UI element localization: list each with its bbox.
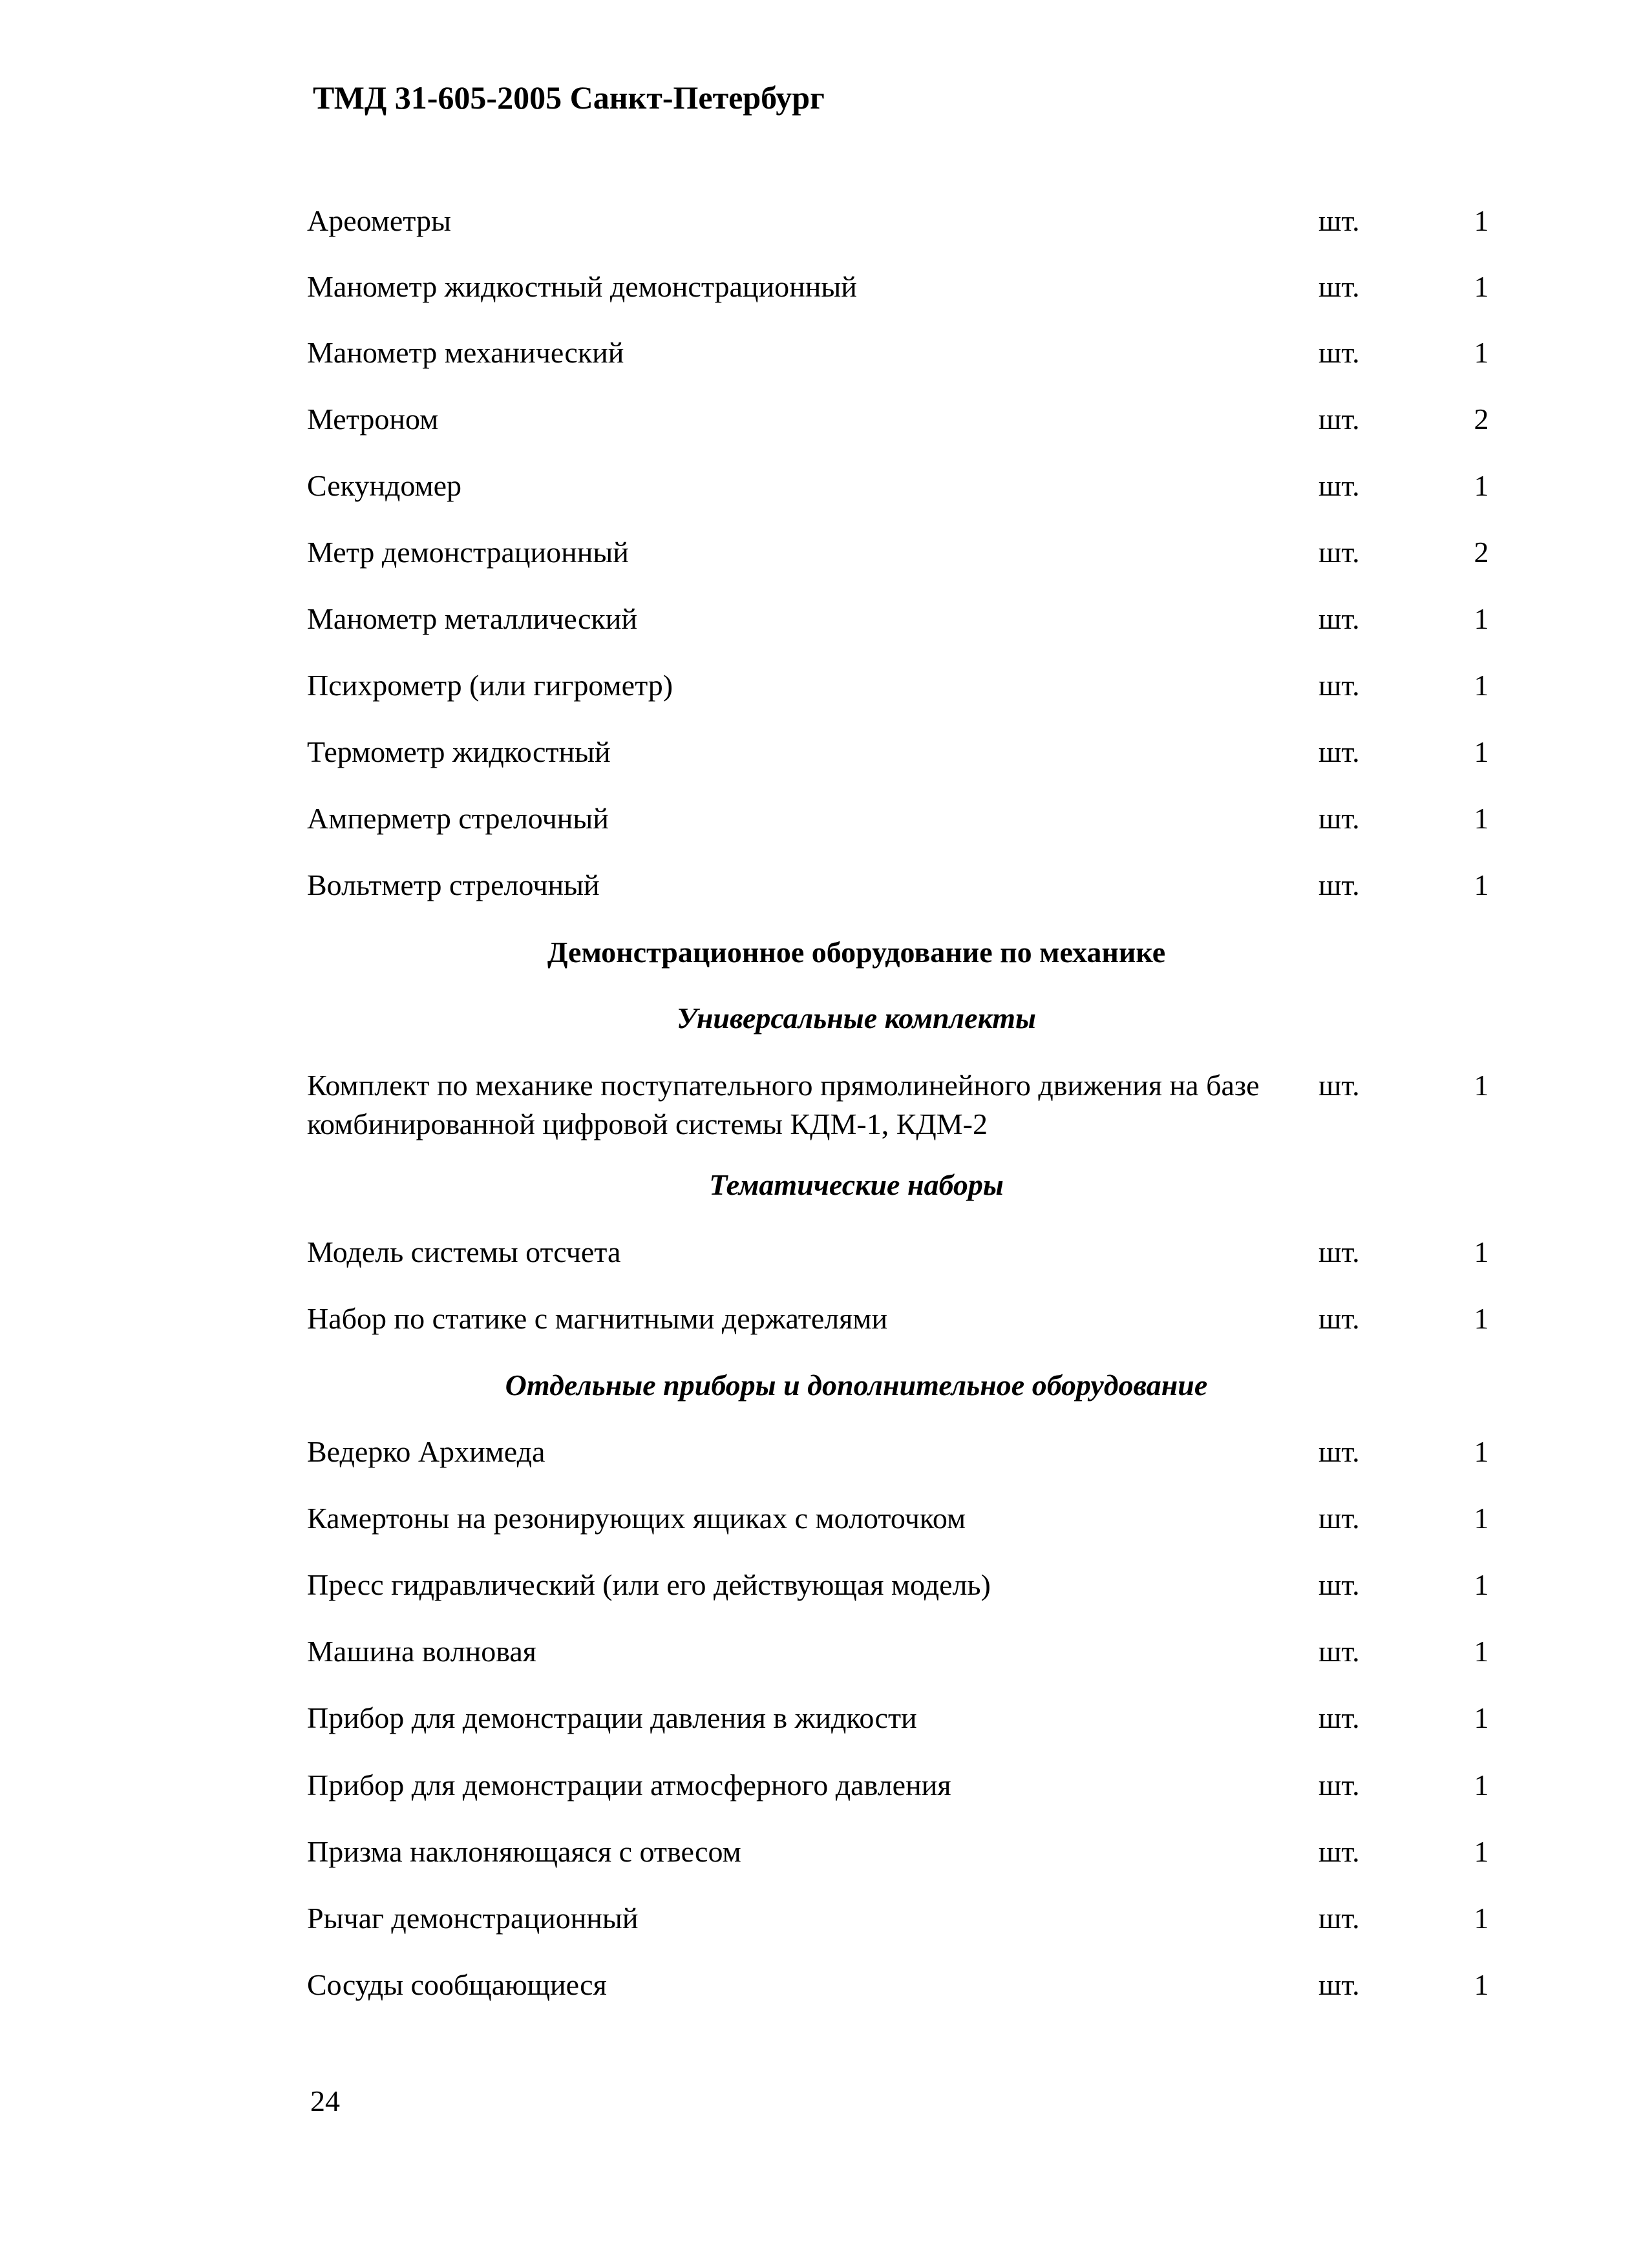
item-qty: 1 bbox=[1474, 469, 1489, 502]
item-unit: шт. bbox=[1318, 1435, 1360, 1468]
item-unit: шт. bbox=[1318, 1635, 1360, 1668]
item-name: Манометр жидкостный демонстрационный bbox=[307, 270, 857, 303]
item-unit: шт. bbox=[1318, 1235, 1360, 1268]
item-qty: 1 bbox=[1474, 270, 1489, 303]
item-unit: шт. bbox=[1318, 1835, 1360, 1868]
item-name: Метр демонстрационный bbox=[307, 536, 629, 569]
item-unit: шт. bbox=[1318, 1701, 1360, 1734]
subsection-heading: Универсальные комплекты bbox=[677, 1002, 1036, 1034]
item-qty: 1 bbox=[1474, 1835, 1489, 1868]
item-name: Ареометры bbox=[307, 204, 451, 237]
item-qty: 1 bbox=[1474, 669, 1489, 702]
item-unit: шт. bbox=[1318, 1769, 1360, 1801]
item-qty: 1 bbox=[1474, 735, 1489, 768]
item-qty: 1 bbox=[1474, 1701, 1489, 1734]
item-qty: 1 bbox=[1474, 1302, 1489, 1335]
item-name: Рычаг демонстрационный bbox=[307, 1902, 639, 1935]
item-qty: 1 bbox=[1474, 1568, 1489, 1601]
item-name: Прибор для демонстрации атмосферного давления bbox=[307, 1769, 951, 1801]
item-unit: шт. bbox=[1318, 270, 1360, 303]
item-qty: 1 bbox=[1474, 1635, 1489, 1668]
item-name: Прибор для демонстрации давления в жидкости bbox=[307, 1701, 917, 1734]
section-heading: Демонстрационное оборудование по механике bbox=[547, 936, 1166, 969]
item-qty: 1 bbox=[1474, 1069, 1489, 1102]
item-qty: 1 bbox=[1474, 1902, 1489, 1935]
item-qty: 1 bbox=[1474, 802, 1489, 835]
item-name: Секундомер bbox=[307, 469, 462, 502]
item-qty: 1 bbox=[1474, 1435, 1489, 1468]
item-name: Пресс гидравлический (или его действующая модель) bbox=[307, 1568, 991, 1601]
item-name: Манометр механический bbox=[307, 336, 624, 369]
item-name: Сосуды сообщающиеся bbox=[307, 1968, 607, 2001]
item-name: Набор по статике с магнитными держателями bbox=[307, 1302, 888, 1335]
item-unit: шт. bbox=[1318, 1302, 1360, 1335]
item-name: Камертоны на резонирующих ящиках с молоточком bbox=[307, 1502, 966, 1535]
item-qty: 1 bbox=[1474, 1968, 1489, 2001]
item-unit: шт. bbox=[1318, 868, 1360, 901]
item-qty: 2 bbox=[1474, 536, 1489, 569]
item-qty: 1 bbox=[1474, 1769, 1489, 1801]
document-header: ТМД 31-605-2005 Санкт-Петербург bbox=[313, 79, 825, 116]
item-name: Амперметр стрелочный bbox=[307, 802, 609, 835]
item-name-line-1: Комплект по механике поступательного прямолинейного движения на базе bbox=[307, 1069, 1260, 1102]
item-qty: 1 bbox=[1474, 602, 1489, 635]
item-unit: шт. bbox=[1318, 469, 1360, 502]
item-qty: 1 bbox=[1474, 1235, 1489, 1268]
item-name-line-2: комбинированной цифровой системы КДМ-1, КДМ-2 bbox=[307, 1108, 988, 1140]
item-unit: шт. bbox=[1318, 403, 1360, 436]
subsection-heading: Отдельные приборы и дополнительное оборудование bbox=[505, 1369, 1208, 1402]
item-unit: шт. bbox=[1318, 204, 1360, 237]
subsection-heading: Тематические наборы bbox=[709, 1168, 1004, 1201]
item-unit: шт. bbox=[1318, 802, 1360, 835]
item-qty: 1 bbox=[1474, 204, 1489, 237]
item-name: Ведерко Архимеда bbox=[307, 1435, 545, 1468]
item-name: Метроном bbox=[307, 403, 439, 436]
item-unit: шт. bbox=[1318, 602, 1360, 635]
item-unit: шт. bbox=[1318, 1968, 1360, 2001]
item-name: Машина волновая bbox=[307, 1635, 536, 1668]
item-unit: шт. bbox=[1318, 536, 1360, 569]
item-unit: шт. bbox=[1318, 1902, 1360, 1935]
item-name: Вольтметр стрелочный bbox=[307, 868, 600, 901]
item-name: Термометр жидкостный bbox=[307, 735, 611, 768]
item-unit: шт. bbox=[1318, 1568, 1360, 1601]
item-unit: шт. bbox=[1318, 669, 1360, 702]
item-name: Манометр металлический bbox=[307, 602, 637, 635]
page-number: 24 bbox=[310, 2084, 340, 2117]
item-name bbox=[307, 1066, 1289, 1144]
item-qty: 1 bbox=[1474, 336, 1489, 369]
item-name: Призма наклоняющаяся с отвесом bbox=[307, 1835, 741, 1868]
item-unit: шт. bbox=[1318, 336, 1360, 369]
item-unit: шт. bbox=[1318, 1502, 1360, 1535]
item-qty: 2 bbox=[1474, 403, 1489, 436]
item-unit: шт. bbox=[1318, 1069, 1360, 1102]
item-qty: 1 bbox=[1474, 868, 1489, 901]
item-name: Модель системы отсчета bbox=[307, 1235, 621, 1268]
item-name: Психрометр (или гигрометр) bbox=[307, 669, 673, 702]
item-qty: 1 bbox=[1474, 1502, 1489, 1535]
item-unit: шт. bbox=[1318, 735, 1360, 768]
